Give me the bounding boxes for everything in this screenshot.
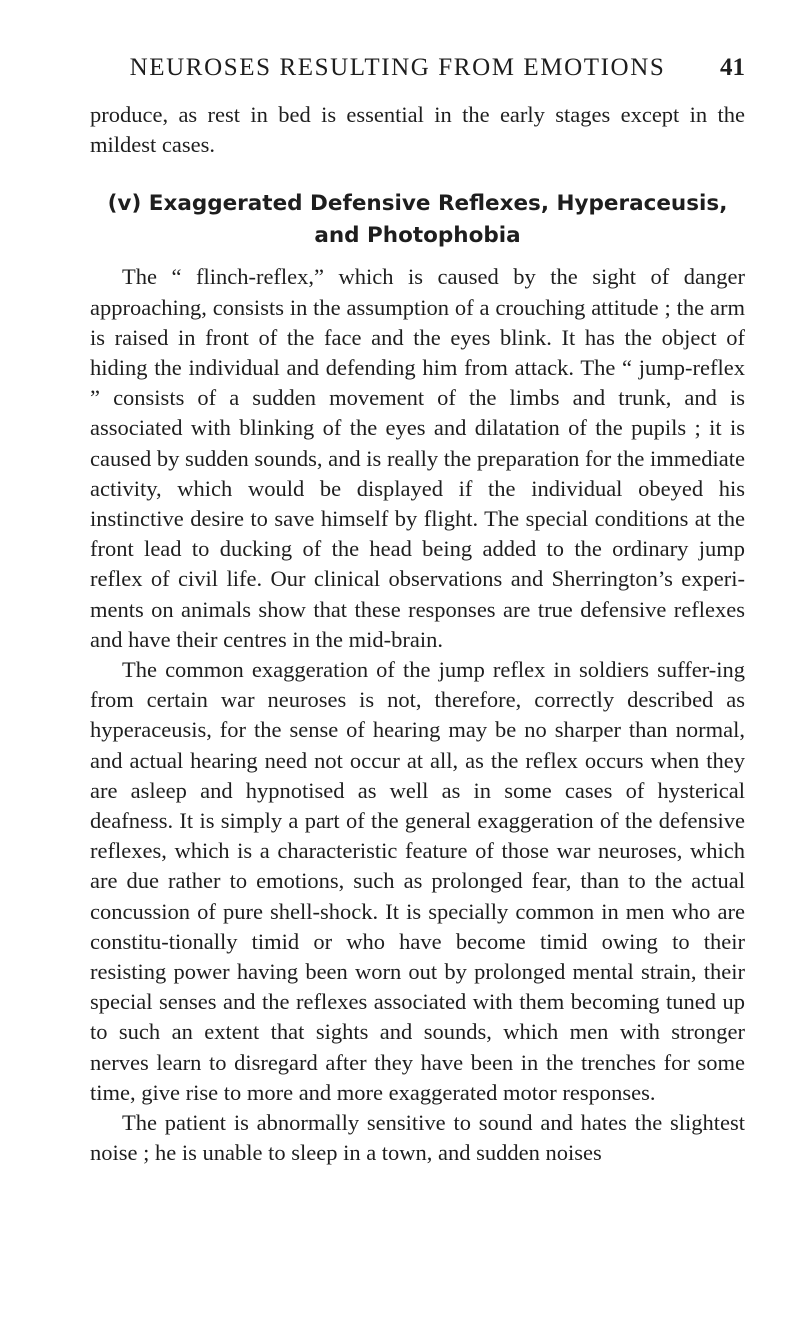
continuation-paragraph: produce, as rest in bed is essential in the early stages except in the mildest cases. — [90, 102, 745, 158]
section-heading — [90, 188, 745, 252]
section-heading-line-1: (v) Exaggerated Defensive Reflexes, Hyperaceusis, — [107, 191, 728, 217]
body-paragraph-1: The “ flinch-reflex,” which is caused by the sight of danger approaching, consists in the assumption of a crouching attitude ; the arm is raised in front of the face and the eyes blink. It has the object of hiding the individual and defending him from attack. The “ jump-reflex ” consists of a sudden movement of the limbs and trunk, and is associated with blinking of the eyes and dilatation of the pupils ; it is caused by sudden sounds, and is really the preparation for the immediate activity, which would be displayed if the individual obeyed his instinctive desire to save himself by flight. The special conditions at the front lead to ducking of the head being added to the ordinary jump reflex of civil life. Our clinical observations and Sherrington’s experi-ments on animals show that these responses are true defensive reflexes and have their centres in the mid-brain. — [90, 264, 745, 652]
running-title: NEUROSES RESULTING FROM EMOTIONS — [129, 54, 666, 81]
section-heading-line-2: and Photophobia — [314, 223, 521, 249]
book-page — [90, 52, 745, 1169]
page-number: 41 — [720, 54, 745, 81]
body-paragraph-2: The common exaggeration of the jump reflex in soldiers suffer-ing from certain war neuroses is not, therefore, correctly described as hyperaceusis, for the sense of hearing may be no sharper than normal, and actual hearing need not occur at all, as the reflex occurs when they are asleep and hypnotised as well as in some cases of hysterical deafness. It is simply a part of the general exaggeration of the defensive reflexes, which is a characteristic feature of those war neuroses, which are due rather to emotions, such as prolonged fear, than to the actual concussion of pure shell-shock. It is specially common in men who are constitu-tionally timid or who have become timid owing to their resisting power having been worn out by prolonged mental strain, their special senses and the reflexes associated with them becoming tuned up to such an extent that sights and sounds, which men with stronger nerves learn to disregard after they have been in the trenches for some time, give rise to more and more exaggerated motor responses. — [90, 657, 745, 1105]
body-paragraph-3: The patient is abnormally sensitive to sound and hates the slightest noise ; he is unable to sleep in a town, and sudden noises — [90, 1110, 745, 1166]
running-head — [90, 52, 745, 88]
